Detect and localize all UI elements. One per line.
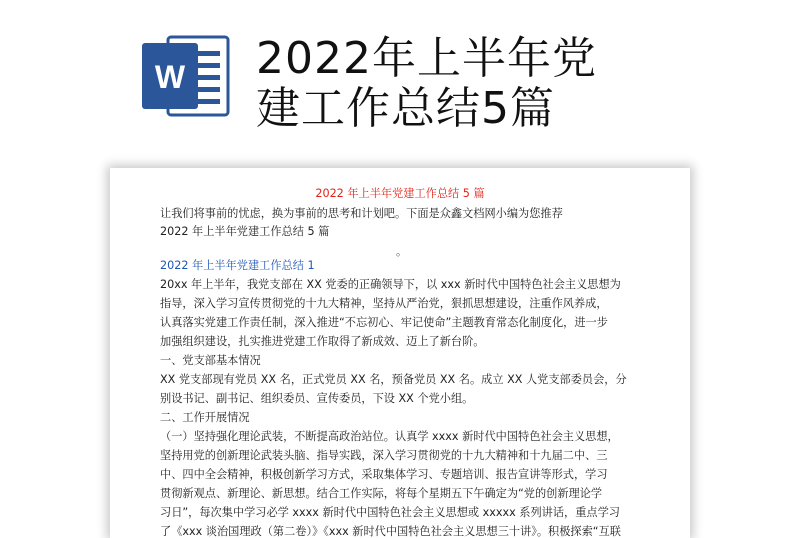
paragraph-3-line: 坚持用党的创新理论武装头脑、指导实践，深入学习贯彻党的十九大精神和十九届二中、三 (160, 449, 608, 462)
paragraph-1-line: 20xx 年上半年，我党支部在 XX 党委的正确领导下，以 xxx 新时代中国特色社会主义思想为 (160, 278, 621, 291)
paragraph-1-line: 指导，深入学习宣传贯彻党的十九大精神，坚持从严治党，狠抓思想建设，注重作风养成， (160, 297, 608, 310)
paragraph-1-line: 加强组织建设，扎实推进党建工作取得了新成效、迈上了新台阶。 (160, 335, 485, 348)
paragraph-3-line: 贯彻新观点、新理论、新思想。结合工作实际，将每个星期五下午确定为“党的创新理论学 (160, 487, 603, 500)
word-logo-letter: W (154, 59, 186, 95)
page-title-line1: 2022年上半年党 (256, 33, 597, 84)
paragraph-3-line: （一）坚持强化理论武装，不断提高政治站位。认真学 xxxx 新时代中国特色社会主义思想， (160, 430, 619, 443)
section-heading-link[interactable]: 2022 年上半年党建工作总结 1 (160, 259, 315, 272)
heading-basic-info: 一、党支部基本情况 (160, 354, 261, 367)
paragraph-3-line: 了《xxx 谈治国理政（第二卷）》《xxx 新时代中国特色社会主义思想三十讲》。积极探索“互联 (160, 525, 621, 538)
paragraph-3-line: 习日”，每次集中学习必学 xxxx 新时代中国特色社会主义思想或 xxxxx 系列讲话，重点学习 (160, 506, 620, 519)
paragraph-3-line: 中、四中全会精神，积极创新学习方式，采取集体学习、专题培训、报告宣讲等形式，学习 (160, 468, 608, 481)
document-page (110, 168, 690, 538)
paragraph-1-line: 认真落实党建工作责任制，深入推进“不忘初心、牢记使命”主题教育常态化制度化，进一步 (160, 316, 608, 329)
separator-dot: 。 (396, 245, 407, 258)
word-doc-icon (140, 33, 232, 119)
intro-line-1: 让我们将事前的忧虑，换为事前的思考和计划吧。下面是众鑫文档网小编为您推荐 (160, 207, 563, 220)
heading-work-status: 二、工作开展情况 (160, 411, 250, 424)
document-title: 2022 年上半年党建工作总结 5 篇 (315, 187, 485, 200)
intro-line-2: 2022 年上半年党建工作总结 5 篇 (160, 225, 330, 238)
page-title (256, 34, 676, 134)
paragraph-2-line: 别设书记、副书记、组织委员、宣传委员，下设 XX 个党小组。 (160, 392, 474, 405)
paragraph-2-line: XX 党支部现有党员 XX 名，正式党员 XX 名，预备党员 XX 名。成立 XX 人党支部委员会，分 (160, 373, 627, 386)
header-banner (0, 0, 800, 160)
page-title-line2: 建工作总结5篇 (256, 83, 555, 134)
